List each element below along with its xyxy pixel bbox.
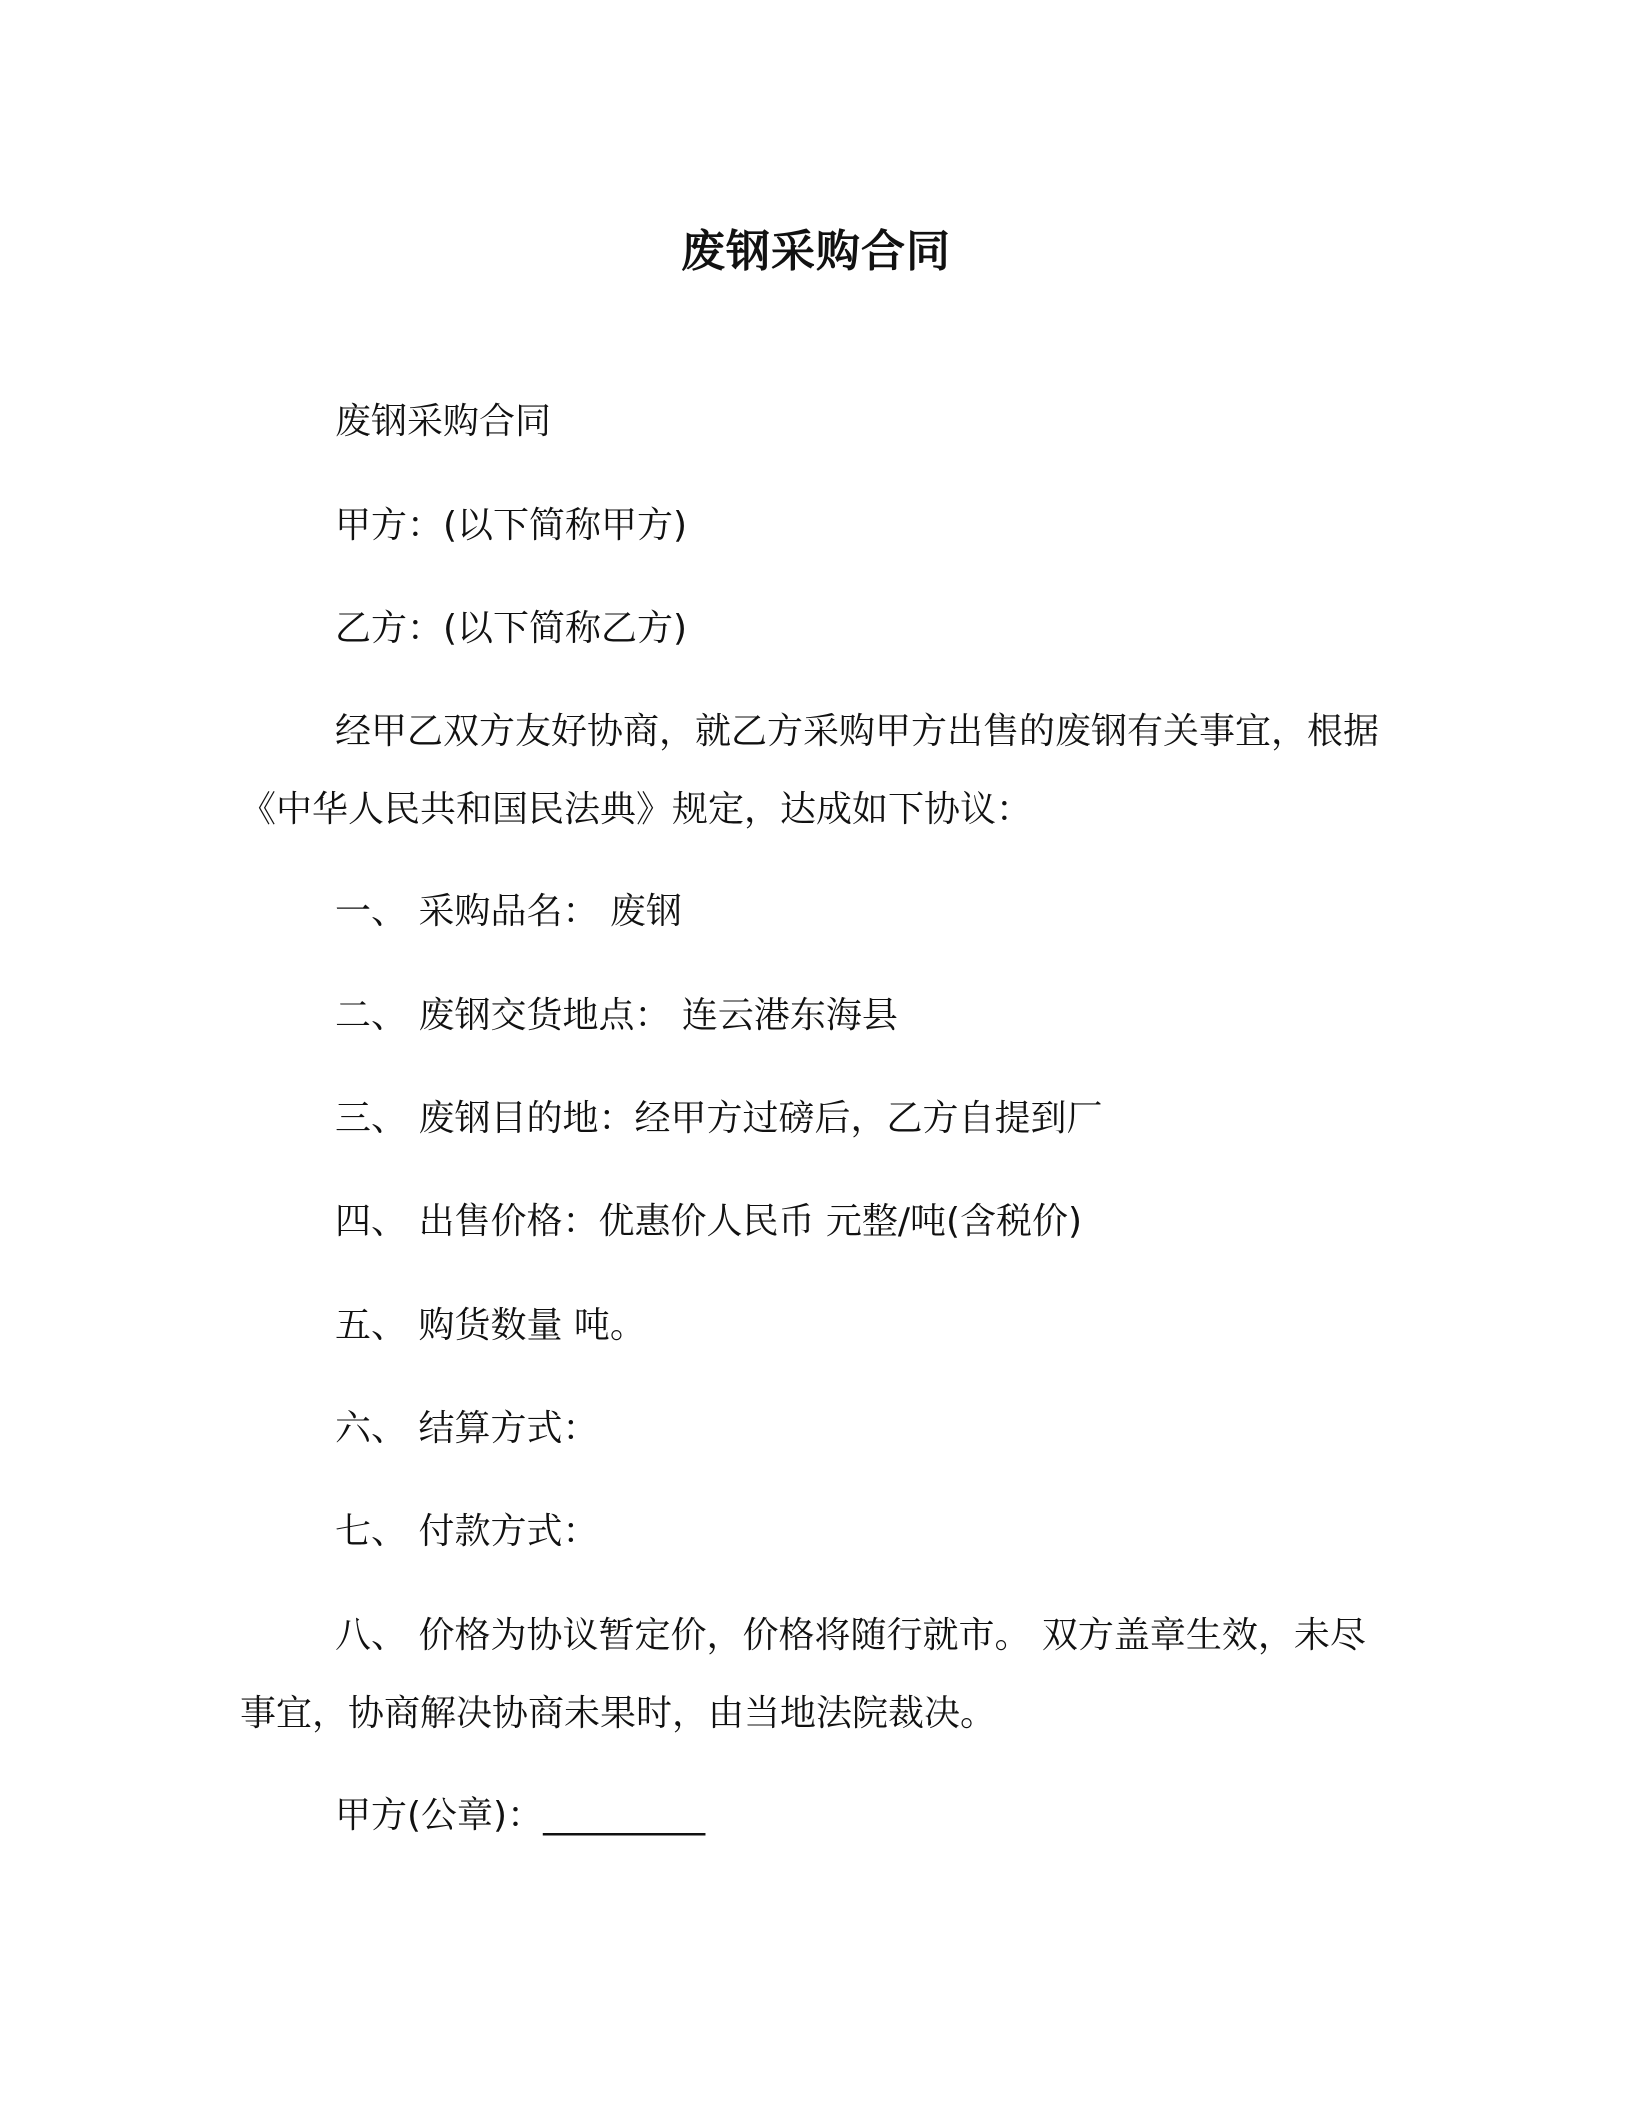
party-b-line: 乙方：(以下简称乙方): [335, 608, 688, 649]
clause-1: 一、 采购品名： 废钢: [335, 891, 682, 932]
party-a-line: 甲方：(以下简称甲方): [335, 505, 688, 546]
document-title: 废钢采购合同: [681, 226, 951, 277]
contract-heading: 废钢采购合同: [335, 401, 552, 442]
clause-7: 七、 付款方式：: [335, 1511, 599, 1552]
preamble-paragraph: 经甲乙双方友好协商，就乙方采购甲方出售的废钢有关事宜，根据《中华人民共和国民法典》规定，达成如下协议：: [240, 711, 1380, 830]
party-a-signature: 甲方(公章)：_________: [335, 1795, 706, 1836]
clause-5: 五、 购货数量 吨。: [335, 1305, 646, 1346]
clause-2: 二、 废钢交货地点： 连云港东海县: [335, 995, 898, 1036]
clause-8-paragraph: 八、 价格为协议暂定价，价格将随行就市。 双方盖章生效，未尽事宜，协商解决协商未果时，由当地法院裁决。: [240, 1615, 1366, 1734]
clause-6: 六、 结算方式：: [335, 1408, 599, 1449]
clause-4: 四、 出售价格：优惠价人民币 元整/吨(含税价): [335, 1201, 1083, 1242]
clause-3: 三、 废钢目的地：经甲方过磅后，乙方自提到厂: [335, 1098, 1103, 1139]
